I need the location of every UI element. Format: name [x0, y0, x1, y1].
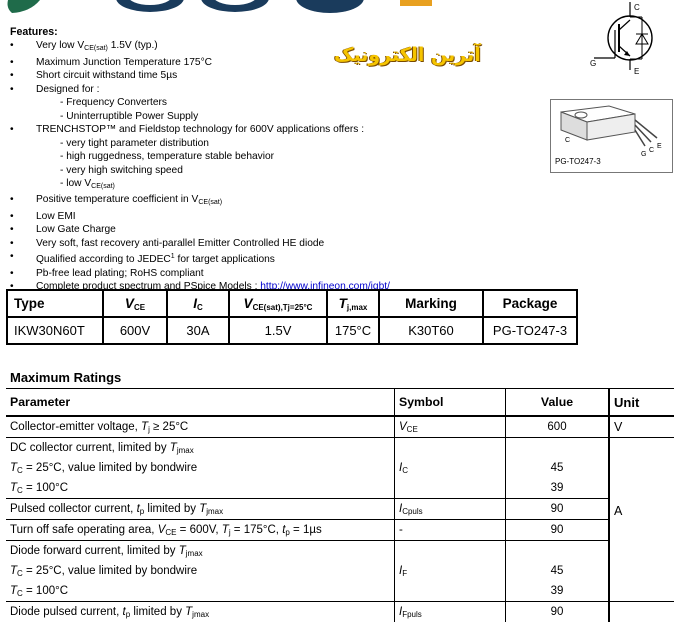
features-heading: Features: — [10, 26, 390, 39]
value-cell: 45 — [506, 561, 610, 581]
symbol-label-g: G — [590, 59, 596, 68]
cell-vcesat: 1.5V — [229, 317, 327, 344]
feature-item: • Very soft, fast recovery anti-parallel Emitter Controlled HE diode — [10, 237, 390, 250]
symbol-cell: ICpuls — [395, 499, 506, 520]
symbol-label-c: C — [634, 3, 640, 12]
param-cell: Diode pulsed current, tp limited by Tjmax — [6, 602, 395, 622]
unit-cell: V — [609, 416, 674, 438]
param-cell: Collector-emitter voltage, Tj ≥ 25°C — [6, 416, 395, 438]
value-cell: 90 — [506, 520, 610, 541]
symbol-cell: IF — [395, 541, 506, 602]
feature-item: • Maximum Junction Temperature 175°C — [10, 56, 390, 69]
value-cell: 39 — [506, 581, 610, 602]
param-cell: Pulsed collector current, tp limited by Tjmax — [6, 499, 395, 520]
value-cell — [506, 541, 610, 562]
table-row — [6, 602, 674, 622]
col-symbol: Symbol — [395, 389, 506, 417]
param-cell: TC = 25°C, value limited by bondwire — [6, 458, 395, 478]
pkg-label-c: C — [565, 137, 570, 144]
unit-cell — [609, 602, 674, 622]
col-vcesat: VCE(sat),Tj=25°C — [229, 290, 327, 317]
param-cell: TC = 100°C — [6, 478, 395, 499]
feature-item: • Short circuit withstand time 5µs — [10, 69, 390, 82]
feature-item: • Complete product spectrum and PSpice Models : http://www.infineon.com/igbt/ — [10, 280, 390, 293]
type-table — [6, 289, 578, 345]
pkg-label-e: E — [657, 143, 662, 150]
cell-marking: K30T60 — [379, 317, 483, 344]
type-table-header — [7, 290, 577, 317]
cell-tj: 175°C — [327, 317, 379, 344]
feature-item: • Pb-free lead plating; RoHS compliant — [10, 267, 390, 280]
value-cell: 600 — [506, 416, 610, 438]
value-cell: 45 — [506, 458, 610, 478]
table-row — [6, 499, 674, 520]
feature-subitem: - very tight parameter distribution — [10, 137, 390, 150]
circle-logo-3 — [296, 0, 364, 13]
value-cell: 90 — [506, 602, 610, 622]
watermark-text: آترین الکترونیک — [334, 44, 481, 66]
table-row — [7, 317, 577, 344]
pkg-label-c2: C — [649, 147, 654, 154]
cell-vce: 600V — [103, 317, 167, 344]
feature-item: • Very low VCE(sat) 1.5V (typ.) — [10, 39, 390, 55]
orange-logo-block — [400, 0, 432, 6]
col-vce: VCE — [103, 290, 167, 317]
col-value: Value — [506, 389, 610, 417]
cell-type: IKW30N60T — [7, 317, 103, 344]
max-ratings-table — [6, 388, 674, 622]
symbol-cell: VCE — [395, 416, 506, 438]
param-cell: TC = 25°C, value limited by bondwire — [6, 561, 395, 581]
col-tj: Tj,max — [327, 290, 379, 317]
features-section — [10, 26, 390, 294]
value-cell: 90 — [506, 499, 610, 520]
table-row — [6, 458, 674, 478]
igbt-symbol-icon — [582, 0, 672, 80]
value-cell: 39 — [506, 478, 610, 499]
table-row — [6, 438, 674, 459]
green-leaf-logo — [8, 0, 41, 13]
cell-ic: 30A — [167, 317, 229, 344]
col-parameter: Parameter — [6, 389, 395, 417]
feature-item: • TRENCHSTOP™ and Fieldstop technology for 600V applications offers : — [10, 123, 390, 136]
col-marking: Marking — [379, 290, 483, 317]
feature-item: • Qualified according to JEDEC$^1$ for target applications — [10, 250, 390, 266]
col-unit: Unit — [609, 389, 674, 417]
pkg-label-g: G — [641, 151, 646, 158]
unit-cell: A — [609, 438, 674, 602]
table-row — [6, 478, 674, 499]
cell-package: PG-TO247-3 — [483, 317, 577, 344]
param-cell: Turn off safe operating area, VCE = 600V, Tj = 175°C, tp = 1µs — [6, 520, 395, 541]
col-ic: IC — [167, 290, 229, 317]
feature-subitem: - low VCE(sat) — [10, 177, 390, 193]
symbol-label-e: E — [634, 67, 639, 76]
feature-item: • Low EMI — [10, 210, 390, 223]
table-row — [6, 520, 674, 541]
symbol-cell: IC — [395, 438, 506, 499]
feature-item: • Designed for : — [10, 83, 390, 96]
table-row — [6, 541, 674, 562]
feature-item: • Positive temperature coefficient in VCE(sat) — [10, 193, 390, 209]
feature-item: • Low Gate Charge — [10, 223, 390, 236]
infineon-igbt-link[interactable]: http://www.infineon.com/igbt/ — [260, 281, 390, 292]
package-name-label: PG-TO247-3 — [555, 157, 601, 166]
param-cell: TC = 100°C — [6, 581, 395, 602]
package-drawing — [550, 99, 673, 173]
symbol-cell: IFpuls — [395, 602, 506, 622]
table-row — [6, 581, 674, 602]
feature-subitem: - high ruggedness, temperature stable behavior — [10, 150, 390, 163]
feature-subitem: - Frequency Converters — [10, 96, 390, 109]
param-cell: DC collector current, limited by Tjmax — [6, 438, 395, 459]
table-row — [6, 561, 674, 581]
section-title-max-ratings: Maximum Ratings — [10, 370, 121, 385]
symbol-cell: - — [395, 520, 506, 541]
param-cell: Diode forward current, limited by Tjmax — [6, 541, 395, 562]
col-type: Type — [7, 290, 103, 317]
feature-subitem: - Uninterruptible Power Supply — [10, 110, 390, 123]
value-cell — [506, 438, 610, 459]
features-list — [10, 39, 390, 293]
table-row — [6, 416, 674, 438]
feature-subitem: - very high switching speed — [10, 164, 390, 177]
col-package: Package — [483, 290, 577, 317]
max-ratings-header — [6, 389, 674, 417]
